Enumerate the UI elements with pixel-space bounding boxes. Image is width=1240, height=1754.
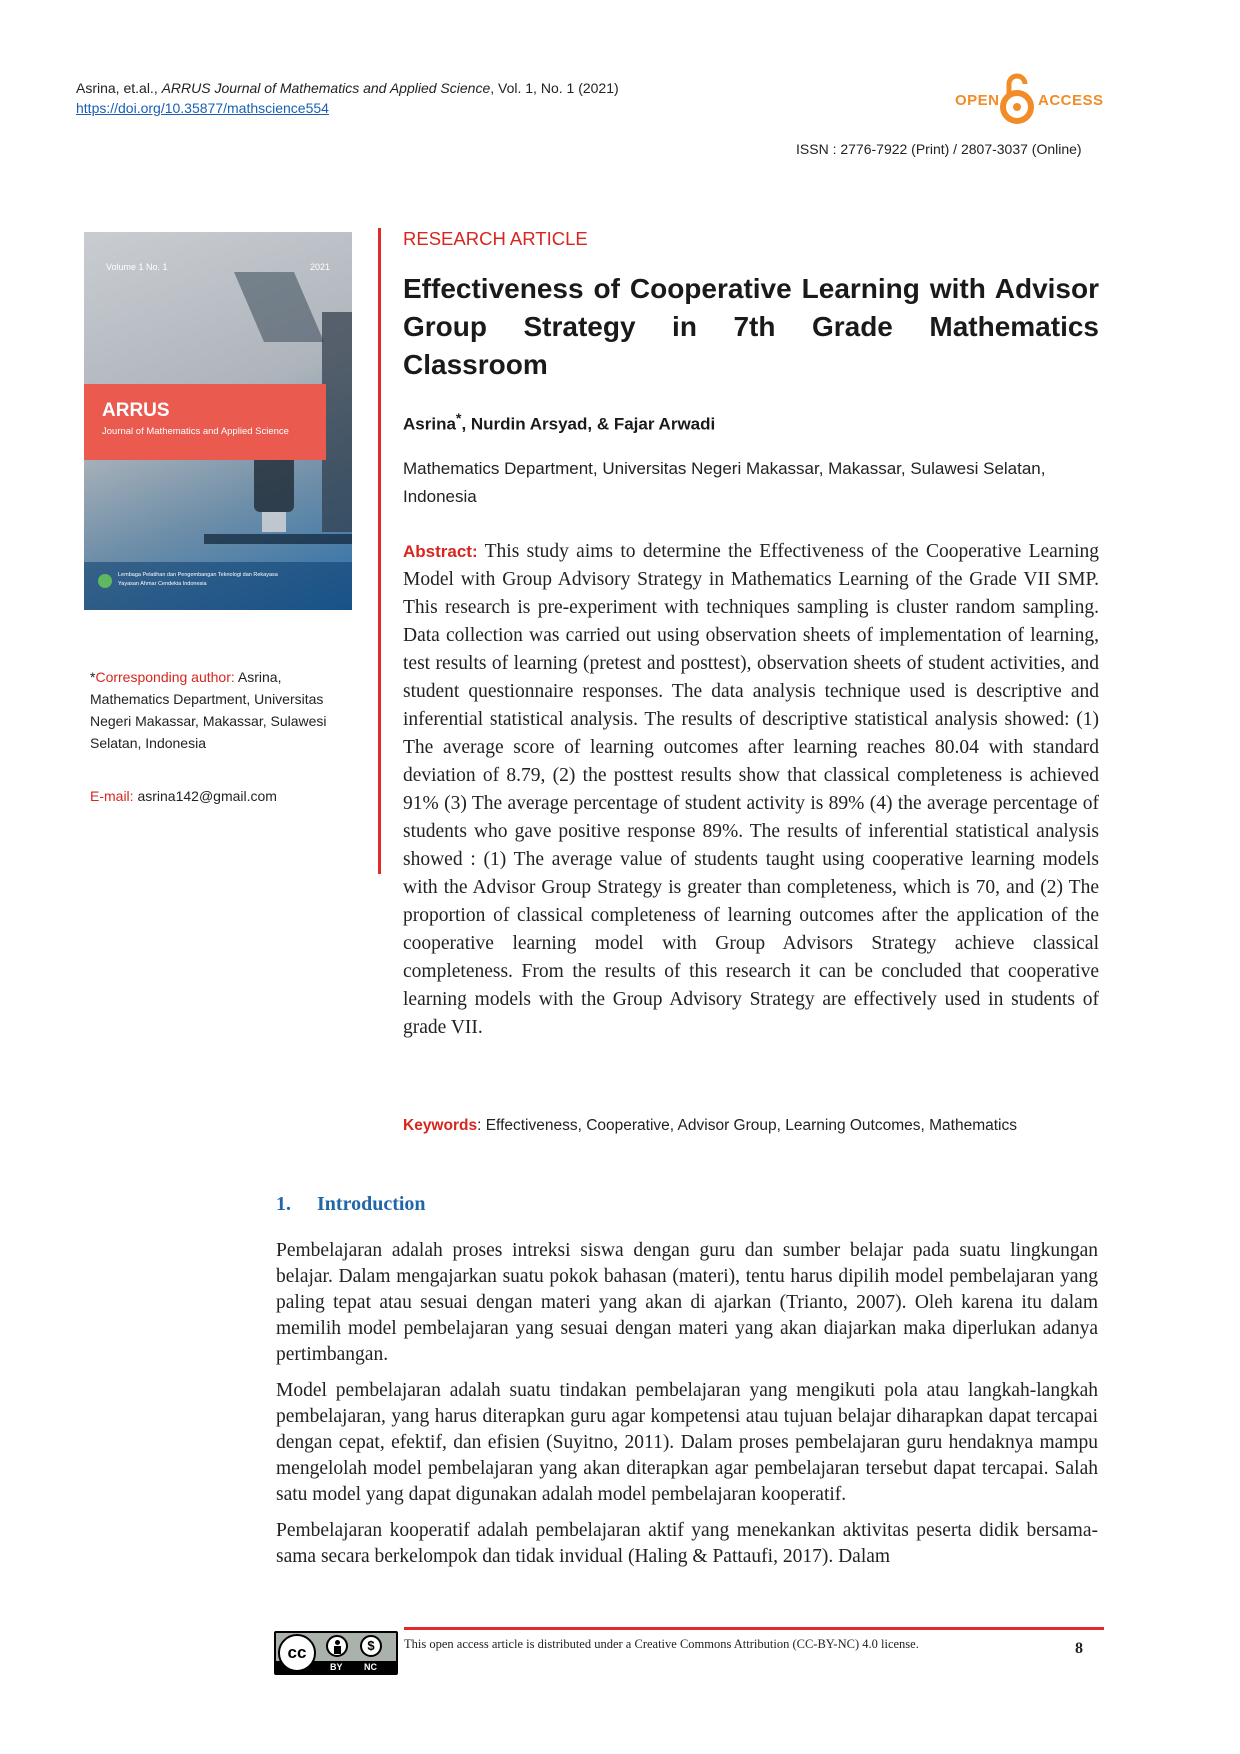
article-title: Effectiveness of Cooperative Learning with Advisor Group Strategy in 7th Grade Mathematics Classroom <box>403 273 1099 380</box>
article-authors <box>403 411 715 435</box>
cc-icon: cc <box>278 1634 316 1672</box>
intro-paragraph-3: Pembelajaran kooperatif adalah pembelajaran aktif yang menekankan aktivitas peserta didik bersama-sama secara berkelompok dan tidak invidual (Haling & Pattaufi, 2017). Dalam <box>276 1520 1098 1567</box>
nc-label: NC <box>364 1662 377 1672</box>
cover-subtitle: Journal of Mathematics and Applied Science <box>102 426 289 437</box>
corr-star: * <box>90 669 96 685</box>
by-person-icon <box>326 1635 348 1657</box>
corr-name: Asrina, <box>234 669 282 685</box>
cover-title-band <box>84 384 326 460</box>
author-mark: * <box>455 411 462 427</box>
article-type: RESEARCH ARTICLE <box>403 228 588 249</box>
open-label: OPEN <box>955 92 1000 109</box>
section-number: 1. <box>276 1193 291 1215</box>
email-label: E-mail: <box>90 788 134 804</box>
corr-email <box>90 785 277 807</box>
cc-license-badge[interactable] <box>274 1631 398 1675</box>
license-text: This open access article is distributed under a Creative Commons Attribution (CC-BY-NC) 4.0 license. <box>404 1637 919 1651</box>
cover-publisher-1: Lembaga Pelatihan dan Pengembangan Teknologi dan Rekayasa <box>118 572 278 578</box>
cover-volume: Volume 1 No. 1 <box>106 262 168 272</box>
corr-line-4: Selatan, Indonesia <box>90 735 206 751</box>
intro-paragraph-2: Model pembelajaran adalah suatu tindakan pembelajaran yang mengikuti pola atau langkah-langkah pembelajaran, yang harus diterapkan guru agar kompetensi atau tujuan belajar diharapkan dapat tercapai dengan cepat, efektif, dan efisien (Suyitno, 2011). Dalam proses pembelajaran guru hendaknya mampu mengelolah model pembelajaran yang akan diterapkan agar pembelajaran tersebut dapat tercapai. Salah satu model yang dapat digunakan adalah model pembelajaran kooperatif. <box>276 1380 1098 1505</box>
intro-paragraph-1: Pembelajaran adalah proses intreksi siswa dengan guru dan sumber belajar pada suatu lingkungan belajar. Dalam mengajarkan suatu pokok bahasan (materi), tentu harus dipilih model pembelajaran yang paling tepat atau sesuai dengan materi yang akan di ajarkan (Trianto, 2007). Oleh karena itu dalam memilih model pembelajaran yang sesuai dengan materi yang akan diajarkan maka diperlukan adanya pertimbangan. <box>276 1240 1098 1365</box>
issn: ISSN : 2776-7922 (Print) / 2807-3037 (Online) <box>796 141 1082 157</box>
cover-brand: ARRUS <box>102 400 170 421</box>
footer-rule <box>404 1627 1104 1630</box>
open-lock-icon <box>999 72 1035 126</box>
author-1: Asrina <box>403 414 456 434</box>
access-label: ACCESS <box>1038 92 1104 109</box>
introduction-body <box>276 1238 1098 1570</box>
section-heading-introduction <box>276 1193 426 1216</box>
email-address[interactable]: asrina142@gmail.com <box>133 788 277 804</box>
cover-publisher-2: Yayasan Ahmar Cendekia Indonesia <box>118 581 207 587</box>
keywords-text: : Effectiveness, Cooperative, Advisor Group, Learning Outcomes, Mathematics <box>477 1117 1017 1134</box>
vertical-rule <box>378 228 381 874</box>
corr-line-2: Mathematics Department, Universitas <box>90 691 324 707</box>
corr-label: Corresponding author: <box>95 669 235 685</box>
keywords-label: Keywords <box>403 1117 478 1134</box>
corresponding-author <box>90 666 358 754</box>
citation-prefix: Asrina, et.al., <box>76 80 162 96</box>
corr-line-3: Negeri Makassar, Makassar, Sulawesi <box>90 713 327 729</box>
cover-year: 2021 <box>310 262 331 272</box>
section-title: Introduction <box>317 1193 426 1215</box>
abstract-text: This study aims to determine the Effectiveness of the Cooperative Learning Model with Group Advisory Strategy in Mathematics Learning of the Grade VII SMP. This research is pre-experiment with techniques sampling is cluster random sampling. Data collection was carried out using observation sheets of implementation of learning, test results of learning (pretest and posttest), observation sheets of student activities, and student questionnaire responses. The data analysis technique used is descriptive and inferential statistical analysis. The results of descriptive statistical analysis showed: (1) The average score of learning outcomes after learning reaches 80.04 with standard deviation of 8.79, (2) the posttest results show that classical completeness is achieved 91% (3) The average percentage of student activity is 89% (4) the average percentage of students who gave positive response 89%. The results of inferential statistical analysis showed : (1) The average value of students taught using cooperative learning models with the Advisor Group Strategy is greater than completeness, which is 70, and (2) The proportion of classical completeness of learning outcomes after the application of the cooperative learning model with Group Advisors Strategy achieve classical completeness. From the results of this research it can be concluded that cooperative learning models with the Group Advisory Strategy are effectively used in students of grade VII. <box>403 541 1099 1038</box>
authors-rest: , Nurdin Arsyad, & Fajar Arwadi <box>461 414 716 434</box>
keywords <box>403 1117 1103 1135</box>
open-access-logo <box>955 72 1105 128</box>
abstract <box>403 538 1099 1042</box>
doi-link[interactable]: https://doi.org/10.35877/mathscience554 <box>76 100 329 116</box>
journal-cover <box>84 232 352 610</box>
journal-name: ARRUS Journal of Mathematics and Applied Science <box>161 80 491 96</box>
cover-footer-band <box>84 562 352 610</box>
page-number: 8 <box>1075 1640 1083 1657</box>
citation-suffix: , Vol. 1, No. 1 (2021) <box>490 80 619 96</box>
by-label: BY <box>330 1662 343 1672</box>
affiliation: Mathematics Department, Universitas Negeri Makassar, Makassar, Sulawesi Selatan, Indonesia <box>403 459 1046 506</box>
publisher-logo-icon <box>98 574 112 588</box>
abstract-label: Abstract: <box>403 542 478 561</box>
nc-dollar-icon: $ <box>360 1635 382 1657</box>
header-citation <box>76 78 696 98</box>
corr-line-1 <box>90 666 358 688</box>
